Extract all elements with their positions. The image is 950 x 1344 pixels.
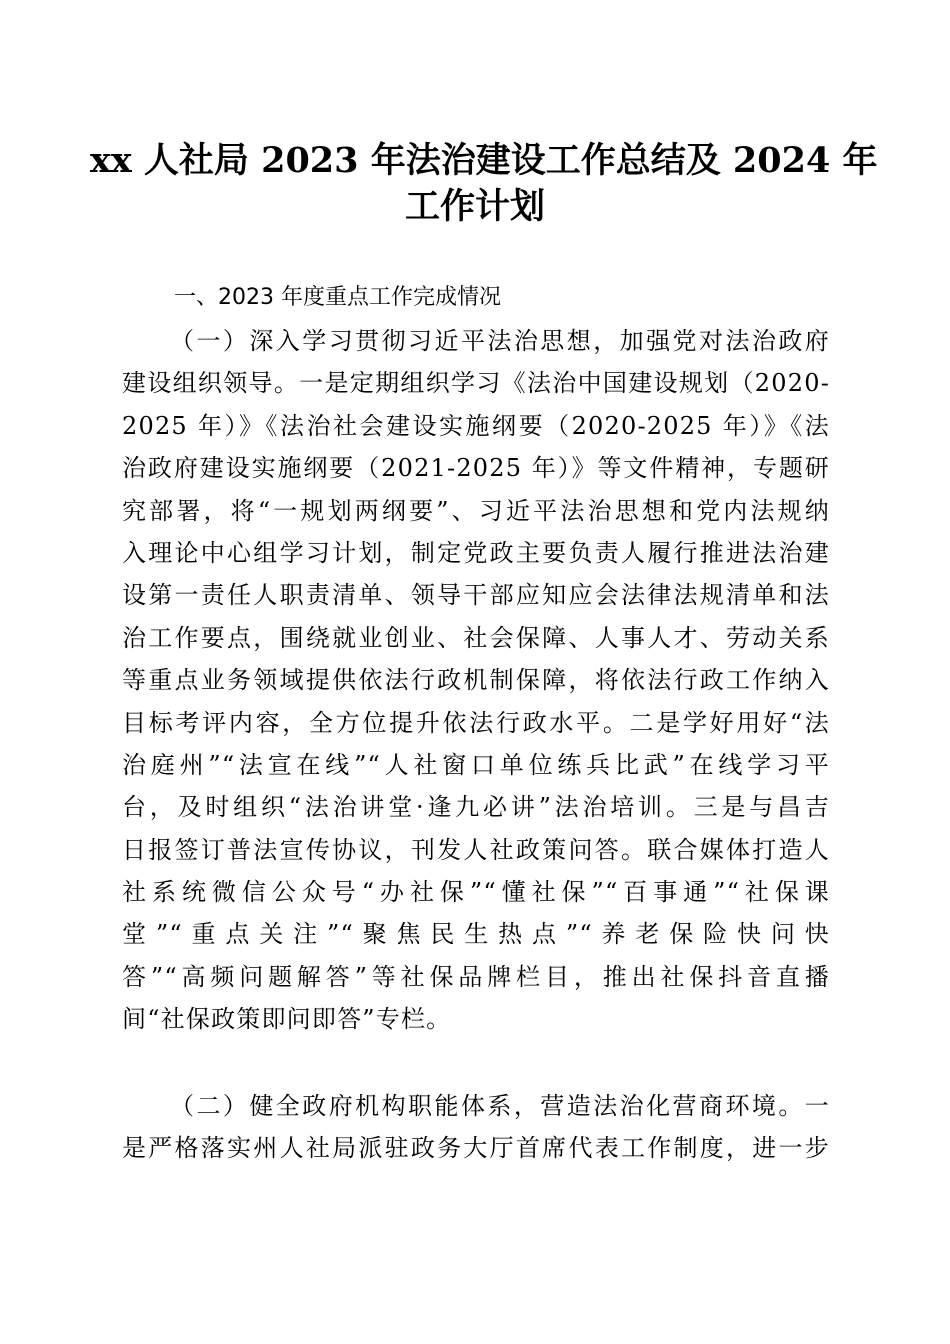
section-heading: 一、2023 年度重点工作完成情况 xyxy=(174,285,501,310)
paragraph-line: （二）健全政府机构职能体系，营造法治化营商环境。一 xyxy=(170,1092,830,1120)
paragraph-line: 治工作要点，围绕就业创业、社会保障、人事人才、劳动关系 xyxy=(122,623,830,652)
paragraph-line: 治庭州”“法宣在线”“人社窗口单位练兵比武”在线学习平 xyxy=(122,750,830,779)
paragraph-line: 是严格落实州人社局派驻政务大厅首席代表工作制度，进一步 xyxy=(122,1134,830,1163)
paragraph-line: 设第一责任人职责清单、领导干部应知应会法律法规清单和法 xyxy=(122,581,830,610)
document-title xyxy=(90,138,878,230)
paragraph-line: 日报签订普法宣传协议，刊发人社政策问答。联合媒体打造人 xyxy=(122,835,830,864)
paragraph-line: 究部署，将“一规划两纲要”、习近平法治思想和党内法规纳 xyxy=(122,496,830,525)
paragraph-line: （一）深入学习贯彻习近平法治思想，加强党对法治政府 xyxy=(170,327,830,355)
paragraph-line: 间“社保政策即问即答”专栏。 xyxy=(122,1005,452,1034)
paragraph-line: 治政府建设实施纲要（2021-2025 年）》等文件精神，专题研 xyxy=(122,454,830,483)
paragraph-line: 社系统微信公众号“办社保”“懂社保”“百事通”“社保课 xyxy=(122,878,830,907)
paragraph-line: 台，及时组织“法治讲堂·逢九必讲”法治培训。三是与昌吉 xyxy=(122,793,830,822)
paragraph-line: 入理论中心组学习计划，制定党政主要负责人履行推进法治建 xyxy=(122,538,830,567)
paragraph-line: 堂”“重点关注”“聚焦民生热点”“养老保险快问快 xyxy=(122,920,830,949)
paragraph-line: 目标考评内容，全方位提升依法行政水平。二是学好用好“法 xyxy=(122,708,830,737)
title-line-1: xx 人社局 2023 年法治建设工作总结及 2024 年 xyxy=(90,140,878,181)
paragraph-line: 建设组织领导。一是定期组织学习《法治中国建设规划（2020- xyxy=(122,369,830,398)
paragraph-1 xyxy=(122,320,830,1041)
paragraph-line: 等重点业务领域提供依法行政机制保障，将依法行政工作纳入 xyxy=(122,666,830,695)
paragraph-2 xyxy=(122,1085,830,1170)
title-line-2: 工作计划 xyxy=(404,186,545,227)
paragraph-line: 答”“高频问题解答”等社保品牌栏目，推出社保抖音直播 xyxy=(122,962,830,991)
paragraph-line: 2025 年）》《法治社会建设实施纲要（2020-2025 年）》《法 xyxy=(122,411,830,440)
